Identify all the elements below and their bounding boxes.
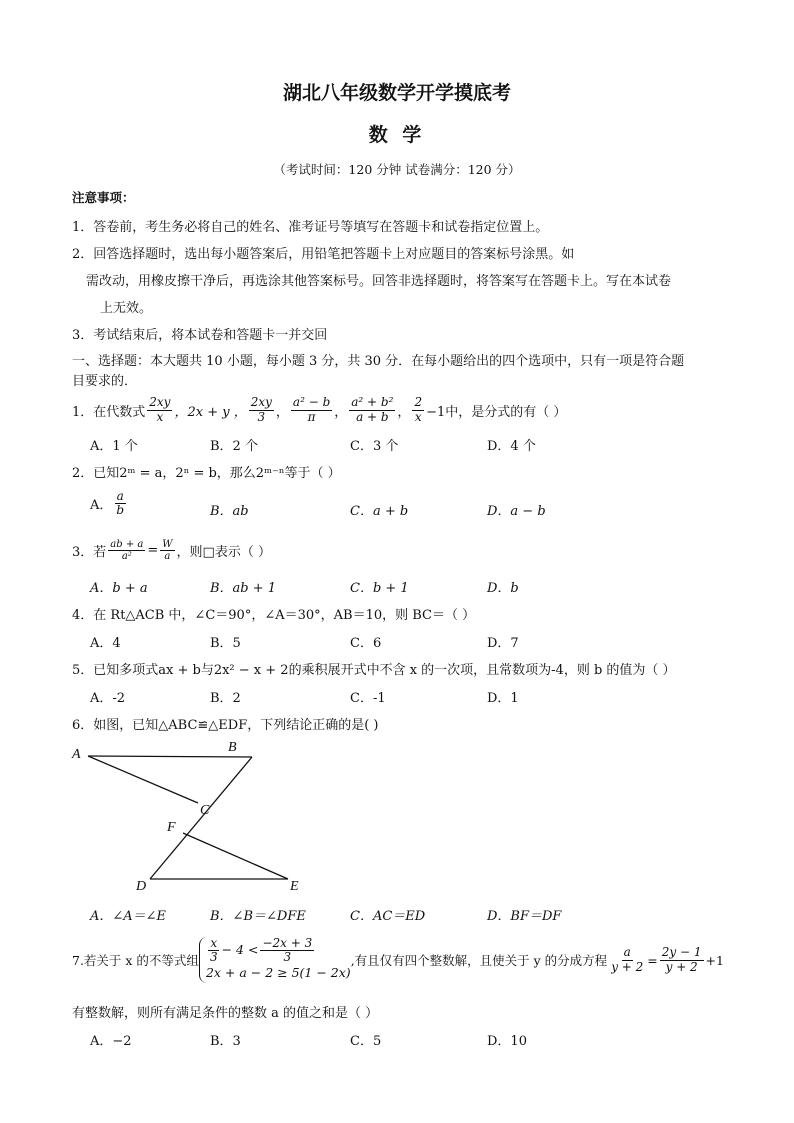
subject-heading: 数 学 — [368, 124, 426, 146]
note-2-line-2: 需改动，用橡皮擦干净后，再选涂其他答案标号。回答非选择题时，将答案写在答题卡上。写在本试卷 — [86, 274, 672, 289]
q3-frac-right — [160, 539, 174, 562]
label-f: F — [167, 820, 176, 835]
q7-eq-right-den: y + 2 — [665, 959, 698, 974]
question-4: 4．在 Rt△ACB 中，∠C＝90°，∠A＝30°，AB＝10，则 BC＝（ ） — [72, 608, 476, 623]
q5-option-c[interactable]: C．-1 — [350, 691, 386, 706]
question-1 — [72, 390, 566, 430]
q7-ineq1-left-num: x — [210, 935, 218, 950]
q2-option-a-num: a — [116, 489, 124, 503]
q1-frac-1 — [147, 396, 172, 423]
q7-mid: ,有且仅有四个整数解，且使关于 y 的分成方程 — [350, 953, 608, 968]
q3-equals: = — [147, 542, 159, 558]
section-1-instructions: 本大题共 10 小题，每小题 3 分，共 30 分．在每小题给出的四个选项中，只有一项是符合题 — [150, 354, 685, 369]
q1-frac-4-den: π — [307, 409, 316, 424]
q1-frac-1-num: 2xy — [149, 395, 171, 410]
section-1-line-2: 目要求的． — [72, 374, 138, 389]
q2-option-a-frac — [114, 490, 126, 517]
q2-option-d[interactable]: D．a − b — [487, 504, 546, 519]
q7-plus-one: +1 — [705, 952, 724, 968]
q2-option-c[interactable]: C．a + b — [350, 504, 409, 519]
q6-option-c[interactable]: C．AC＝ED — [350, 909, 426, 924]
q1-frac-3 — [249, 396, 274, 423]
q7-ineq1-left-frac — [208, 937, 220, 964]
q1-frac-5 — [349, 396, 395, 423]
q1-frac-6 — [412, 396, 424, 423]
q3-lead: 3．若 — [72, 544, 107, 560]
q1-frac-5-den: a + b — [356, 409, 389, 424]
q6-option-d[interactable]: D．BF＝DF — [487, 909, 562, 924]
section-1-line-1 — [72, 350, 684, 369]
q1-sep-3: ， — [397, 404, 411, 420]
q1-option-c[interactable]: C．3 个 — [350, 439, 399, 454]
note-3: 3．考试结束后，将本试卷和答题卡一并交回 — [72, 328, 328, 343]
section-1-label: 一、选择题： — [72, 354, 151, 369]
segment-ac — [88, 756, 198, 803]
question-5: 5．已知多项式ax + b与2x² − x + 2的乘积展开式中不含 x 的一次项，且常数项为-4，则 b 的值为（ ） — [72, 663, 676, 678]
q3-frac-left — [108, 539, 145, 562]
q1-sep-1: ， — [275, 404, 289, 420]
q2-option-a-den: b — [116, 503, 125, 518]
q5-option-b[interactable]: B．2 — [210, 691, 241, 706]
q5-option-d[interactable]: D．1 — [487, 691, 519, 706]
q4-option-c[interactable]: C．6 — [350, 636, 382, 651]
q7-inequality-2: 2x + a − 2 ≥ 5(1 − 2x) — [205, 965, 351, 981]
q3-frac-right-den: a — [164, 550, 171, 562]
label-d: D — [136, 879, 147, 894]
q1-option-a[interactable]: A．1 个 — [90, 439, 138, 454]
q7-option-a[interactable]: A．−2 — [90, 1034, 132, 1049]
q1-frac-4-num: a² − b — [292, 395, 331, 410]
q6-option-b[interactable]: B．∠B＝∠DFE — [210, 909, 306, 924]
q7-ineq1-right-frac — [260, 937, 314, 964]
notes-heading: 注意事项： — [72, 190, 135, 205]
q4-option-d[interactable]: D．7 — [487, 636, 519, 651]
q2-option-b[interactable]: B．ab — [210, 504, 249, 519]
q5-option-a[interactable]: A．-2 — [90, 691, 126, 706]
q7-option-d[interactable]: D．10 — [487, 1034, 527, 1049]
note-2-line-1: 2．回答选择题时，选出每小题答案后，用铅笔把答题卡上对应题目的答案标号涂黑。如 — [72, 247, 575, 262]
q7-eq-right-num: 2y − 1 — [661, 945, 702, 960]
question-7-line-2: 有整数解，则所有满足条件的整数 a 的值之和是（ ） — [72, 1006, 379, 1021]
q3-option-c[interactable]: C．b + 1 — [350, 581, 409, 596]
q3-frac-left-num: ab + a — [110, 538, 144, 550]
q7-lead: 7.若关于 x 的不等式组 — [72, 953, 199, 968]
q4-option-a[interactable]: A．4 — [90, 636, 121, 651]
q1-frac-3-den: 3 — [257, 409, 266, 424]
note-2-line-3: 上无效。 — [100, 301, 153, 316]
label-b: B — [228, 740, 237, 755]
q3-frac-right-num: W — [162, 538, 173, 550]
q2-option-a-label: A． — [90, 498, 113, 514]
q7-ineq1-left-den: 3 — [209, 950, 218, 965]
q1-frac-5-num: a² + b² — [351, 395, 394, 410]
q3-frac-left-den: a² — [121, 550, 132, 562]
q2-option-a[interactable] — [90, 490, 128, 517]
q7-eq-left-num: a — [623, 945, 631, 960]
q1-frac-3-num: 2xy — [250, 395, 272, 410]
q1-option-d[interactable]: D．4 个 — [487, 439, 536, 454]
question-6: 6．如图，已知△ABC≌△EDF，下列结论正确的是( ) — [72, 718, 379, 733]
exam-info: （考试时间：120 分钟 试卷满分：120 分） — [273, 162, 521, 177]
q1-tail: −1中，是分式的有（ ） — [426, 404, 567, 420]
q1-frac-1-den: x — [156, 409, 164, 424]
segment-ab — [88, 756, 252, 757]
q7-equals: = — [647, 952, 658, 968]
segment-fe — [183, 833, 288, 879]
q1-lead: 1．在代数式 — [72, 404, 146, 420]
label-a: A — [72, 747, 81, 762]
question-3 — [72, 534, 271, 566]
q7-ineq1-right-num: −2x + 3 — [262, 935, 313, 950]
q4-option-b[interactable]: B．5 — [210, 636, 241, 651]
q7-option-c[interactable]: C．5 — [350, 1034, 382, 1049]
q7-eq-right-frac — [660, 946, 704, 973]
label-c: C — [200, 803, 210, 818]
q3-option-d[interactable]: D．b — [487, 581, 519, 596]
q7-inequality-system — [199, 937, 351, 983]
q3-option-a[interactable]: A．b + a — [90, 581, 148, 596]
q7-option-b[interactable]: B．3 — [210, 1034, 241, 1049]
q7-ineq1-mid: − 4 < — [221, 942, 259, 958]
q3-tail: ，则□表示（ ） — [176, 544, 271, 560]
q7-eq-left-den: y + 2 — [611, 959, 644, 974]
q1-sep-2: ， — [334, 404, 348, 420]
q1-frac-6-den: x — [414, 409, 422, 424]
q7-ineq1-right-den: 3 — [283, 950, 292, 965]
q3-option-b[interactable]: B．ab + 1 — [210, 581, 277, 596]
label-e: E — [290, 879, 299, 894]
q6-option-a[interactable]: A．∠A＝∠E — [90, 909, 167, 924]
note-1: 1．答卷前，考生务必将自己的姓名、准考证号等填写在答题卡和试卷指定位置上。 — [72, 220, 549, 235]
q7-inequality-1 — [206, 937, 351, 964]
document-title: 湖北八年级数学开学摸底考 — [282, 82, 511, 104]
q1-frac-6-num: 2 — [414, 395, 423, 410]
q6-triangle-figure — [66, 735, 326, 897]
question-2: 2．已知2ᵐ = a，2ⁿ = b，那么2ᵐ⁻ⁿ等于（ ） — [72, 466, 341, 481]
q7-eq-left-frac — [609, 946, 645, 973]
q1-option-b[interactable]: B．2 个 — [210, 439, 258, 454]
segment-bd — [150, 757, 252, 879]
q1-frac-4 — [291, 396, 332, 423]
q1-term-2: ，2x + y ， — [174, 404, 247, 420]
question-7 — [72, 930, 724, 990]
